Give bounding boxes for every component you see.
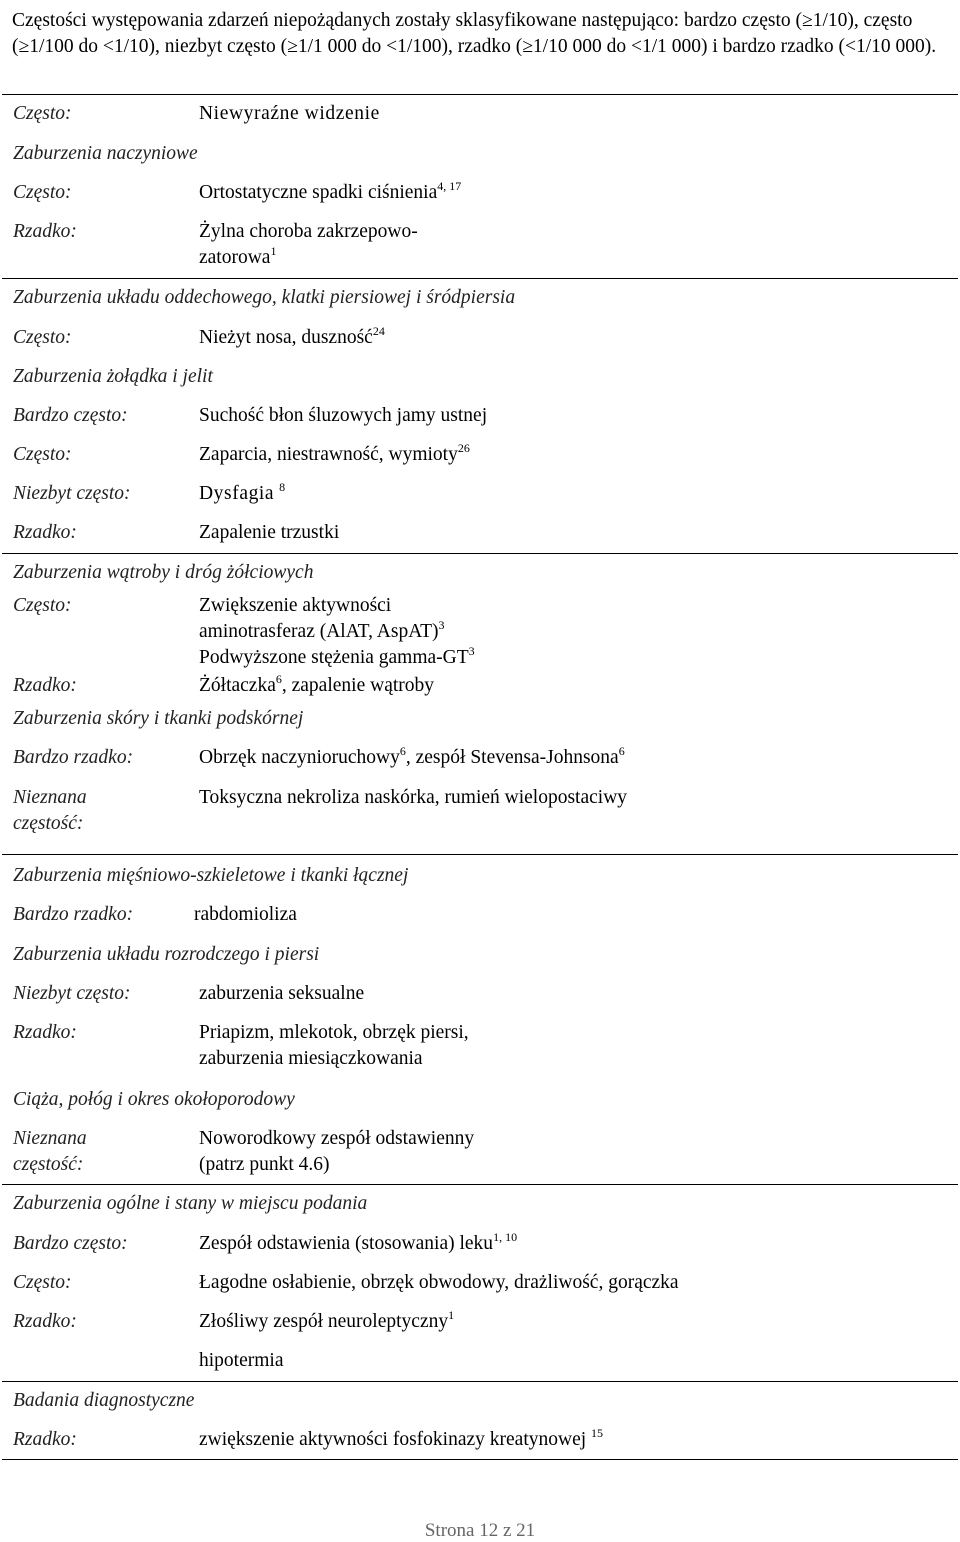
intro-paragraph: Częstości występowania zdarzeń niepożądanych zostały sklasyfikowane następująco: bardzo często (≥1/10), często (≥1/100 do <1/10), niezbyt często (≥1/1 000 do <1/100), rzadko (≥1/10 000 do <1/1 000) i bardzo rzadko (<1/10 000). — [12, 10, 937, 57]
frequency-label: Rzadko: — [13, 522, 77, 543]
frequency-label: Niezbyt często: — [13, 983, 131, 1004]
category-heading: Zaburzenia mięśniowo-szkieletowe i tkanki łącznej — [13, 865, 409, 886]
effect-text: Zapalenie trzustki — [199, 522, 340, 543]
effect-text: Niewyraźne widzenie — [199, 103, 380, 124]
category-heading: Zaburzenia naczyniowe — [13, 143, 198, 164]
frequency-label: Bardzo rzadko: — [13, 904, 134, 925]
frequency-label: Nieznana częstość: — [13, 787, 87, 834]
frequency-label: Często: — [13, 1272, 72, 1293]
frequency-label: Rzadko: — [13, 675, 77, 696]
effect-text: Żółtaczka$^6$, zapalenie wątroby — [199, 672, 435, 696]
effect-text: Łagodne osłabienie, obrzęk obwodowy, drażliwość, gorączka — [199, 1272, 679, 1293]
effect-text: Zwiększenie aktywności aminotrasferaz (AlAT, AspAT)$^3$ Podwyższone stężenia gamma-$GT^3$ — [199, 595, 475, 668]
frequency-label: Bardzo często: — [13, 1233, 128, 1254]
category-heading: Zaburzenia skóry i tkanki podskórnej — [13, 708, 304, 729]
effect-text: Zaparcia, niestrawność, wymioty$^{26}$ — [199, 441, 470, 465]
divider — [2, 553, 958, 554]
effect-text: Złośliwy zespół neuroleptyczny$^1$ — [199, 1308, 455, 1332]
effect-text: Żylna choroba zakrzepowo- zatorowa$^1$ — [199, 221, 418, 268]
effect-text: zaburzenia seksualne — [199, 983, 365, 1004]
frequency-label: Rzadko: — [13, 1022, 77, 1043]
category-heading: Zaburzenia układu oddechowego, klatki piersiowej i śródpiersia — [13, 287, 516, 308]
effect-text: Ortostatyczne spadki ciśnienia$^{4, 17}$ — [199, 179, 462, 203]
divider — [2, 1381, 958, 1382]
frequency-label: Bardzo często: — [13, 405, 128, 426]
frequency-label: Nieznana częstość: — [13, 1128, 87, 1175]
frequency-label: Często: — [13, 444, 72, 465]
effect-text: Toksyczna nekroliza naskórka, rumień wielopostaciwy — [199, 787, 628, 808]
frequency-label: Rzadko: — [13, 221, 77, 242]
effect-text: hipotermia — [199, 1350, 284, 1371]
category-heading: Zaburzenia ogólne i stany w miejscu podania — [13, 1193, 368, 1214]
divider — [2, 854, 958, 855]
effect-text: Nieżyt nosa, duszność$^{24}$ — [199, 324, 385, 348]
effect-text: Obrzęk naczynioruchowy$^6$, zespół Stevensa-Johnsona$^6$ — [199, 744, 625, 768]
category-heading: Zaburzenia żołądka i jelit — [13, 366, 213, 387]
divider — [2, 1184, 958, 1185]
effect-text: Noworodkowy zespół odstawienny (patrz punkt 4.6) — [199, 1128, 475, 1175]
effect-text: rabdomioliza — [194, 904, 297, 925]
divider — [2, 278, 958, 279]
effect-text: Priapizm, mlekotok, obrzęk piersi, zaburzenia miesiączkowania — [199, 1022, 469, 1069]
divider — [2, 1459, 958, 1460]
frequency-label: Często: — [13, 182, 72, 203]
frequency-label: Niezbyt często: — [13, 483, 131, 504]
page-number: Strona 12 z 21 — [424, 1520, 536, 1541]
effect-text: Dysfagia $^8$ — [199, 480, 286, 504]
category-heading: Zaburzenia wątroby i dróg żółciowych — [13, 562, 314, 583]
frequency-label: Rzadko: — [13, 1429, 77, 1450]
frequency-label: Bardzo rzadko: — [13, 747, 134, 768]
category-heading: Ciąża, połóg i okres okołoporodowy — [13, 1089, 295, 1110]
effect-text: Zespół odstawienia (stosowania) leku$^{1, 10}$ — [199, 1230, 518, 1254]
frequency-label: Często: — [13, 595, 72, 616]
frequency-label: Często: — [13, 103, 72, 124]
frequency-label: Często: — [13, 327, 72, 348]
category-heading: Zaburzenia układu rozrodczego i piersi — [13, 944, 320, 965]
divider — [2, 94, 958, 95]
effect-text: Suchość błon śluzowych jamy ustnej — [199, 405, 488, 426]
frequency-label: Rzadko: — [13, 1311, 77, 1332]
category-heading: Badania diagnostyczne — [13, 1390, 195, 1411]
effect-text: zwiększenie aktywności fosfokinazy kreatynowej $^{15}$ — [199, 1426, 604, 1450]
